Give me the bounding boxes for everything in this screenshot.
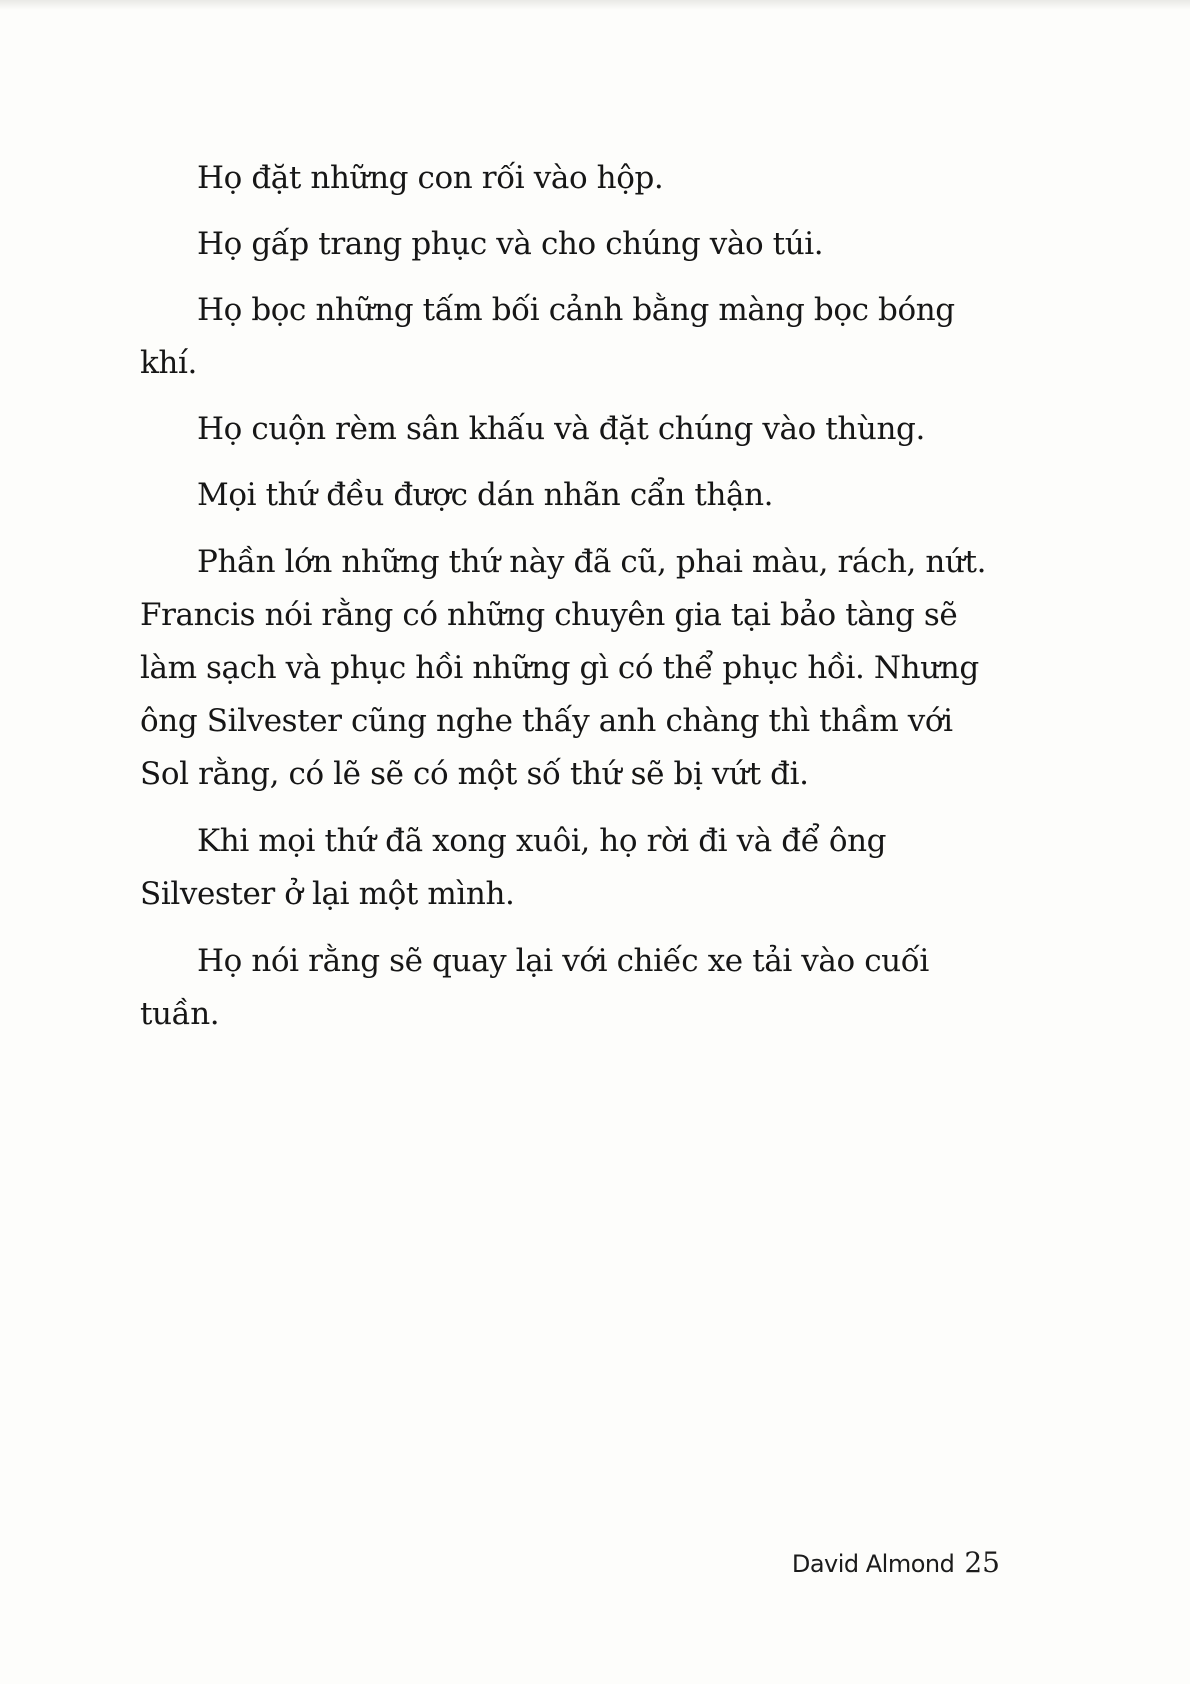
page-footer [792, 1546, 1000, 1579]
page-number: 25 [964, 1546, 1000, 1579]
paragraph: Họ bọc những tấm bối cảnh bằng màng bọc bóng khí. [140, 292, 955, 381]
paragraph: Họ nói rằng sẽ quay lại với chiếc xe tải vào cuối tuần. [140, 943, 929, 1032]
paragraph: Phần lớn những thứ này đã cũ, phai màu, rách, nứt. Francis nói rằng có những chuyên gia tại bảo tàng sẽ làm sạch và phục hồi những gì có thể phục hồi. Nhưng ông Silvester cũng nghe thấy anh chàng thì thầm với Sol rằng, có lẽ sẽ có một số thứ sẽ bị vứt đi. [140, 544, 987, 792]
page-edge-shadow [0, 0, 1190, 10]
paragraph: Khi mọi thứ đã xong xuôi, họ rời đi và để ông Silvester ở lại một mình. [140, 823, 887, 912]
paragraph: Họ gấp trang phục và cho chúng vào túi. [197, 226, 824, 262]
paragraph: Họ đặt những con rối vào hộp. [197, 160, 664, 196]
body-text [140, 152, 1010, 1041]
paragraph: Họ cuộn rèm sân khấu và đặt chúng vào thùng. [197, 411, 925, 447]
paragraph: Mọi thứ đều được dán nhãn cẩn thận. [197, 477, 774, 513]
running-footer-author: David Almond [791, 1550, 955, 1578]
